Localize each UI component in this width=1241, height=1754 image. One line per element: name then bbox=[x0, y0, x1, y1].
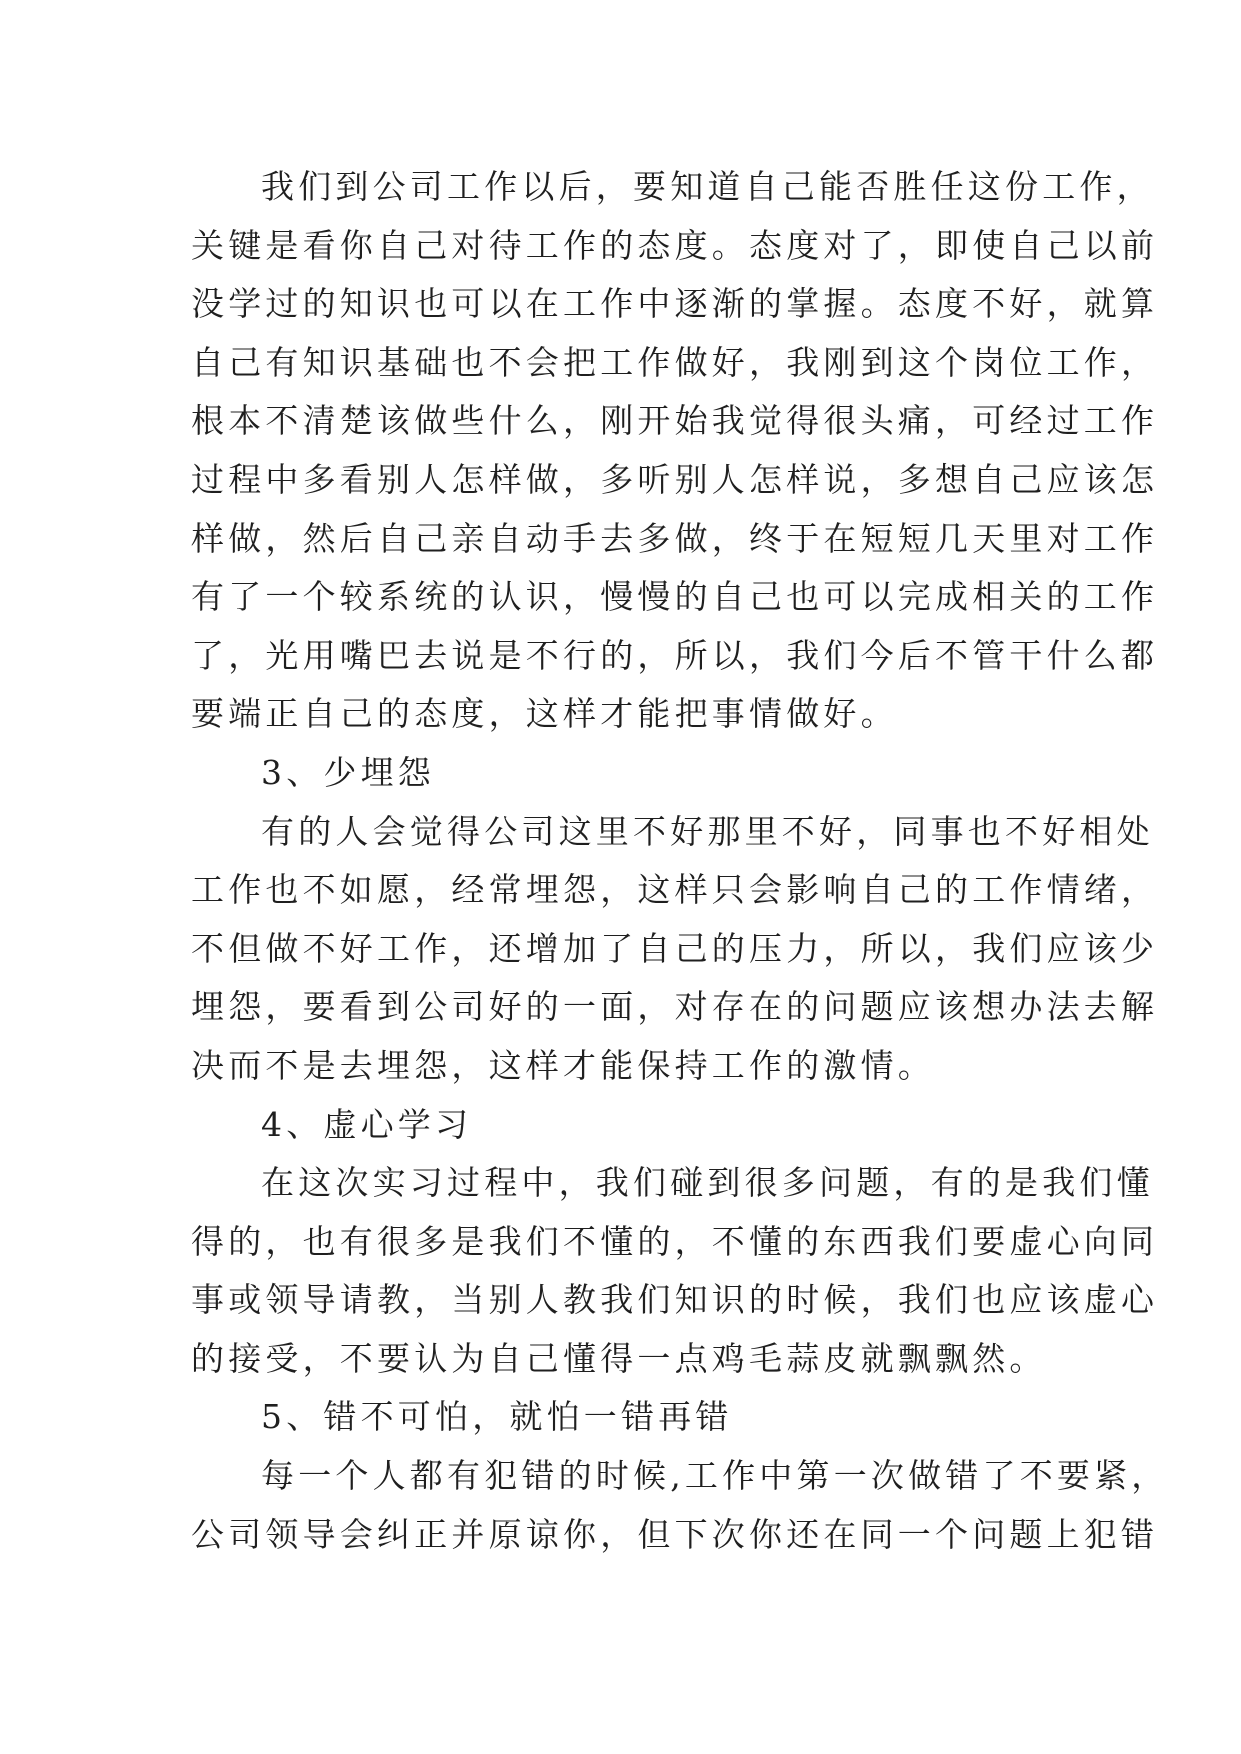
text-line: 要端正自己的态度，这样才能把事情做好。 bbox=[191, 694, 898, 734]
text-line: 过程中多看别人怎样做，多听别人怎样说，多想自己应该怎 bbox=[191, 459, 1159, 499]
text-line: 我们到公司工作以后，要知道自己能否胜任这份工作， bbox=[261, 167, 1154, 206]
text-line: 工作也不如愿，经常埋怨，这样只会影响自己的工作情绪， bbox=[191, 870, 1159, 910]
text-line: 了，光用嘴巴去说是不行的，所以，我们今后不管干什么都 bbox=[191, 635, 1159, 675]
text-line: 的接受，不要认为自己懂得一点鸡毛蒜皮就飘飘然。 bbox=[191, 1338, 1047, 1378]
text-line: 样做，然后自己亲自动手去多做，终于在短短几天里对工作 bbox=[191, 518, 1159, 558]
section-heading: 3、少埋怨 bbox=[261, 752, 435, 792]
text-line: 有的人会觉得公司这里不好那里不好，同事也不好相处 bbox=[261, 811, 1154, 851]
text-line: 埋怨，要看到公司好的一面，对存在的问题应该想办法去解 bbox=[191, 987, 1159, 1027]
text-line: 得的，也有很多是我们不懂的，不懂的东西我们要虚心向同 bbox=[191, 1221, 1159, 1261]
text-line: 有了一个较系统的认识，慢慢的自己也可以完成相关的工作 bbox=[191, 577, 1159, 617]
text-line: 决而不是去埋怨，这样才能保持工作的激情。 bbox=[191, 1045, 935, 1085]
text-line: 不但做不好工作，还增加了自己的压力，所以，我们应该少 bbox=[191, 928, 1159, 968]
text-line: 自己有知识基础也不会把工作做好，我刚到这个岗位工作， bbox=[191, 342, 1159, 382]
document-body bbox=[191, 158, 1169, 1564]
text-line: 每一个人都有犯错的时候,工作中第一次做错了不要紧， bbox=[261, 1456, 1169, 1496]
section-heading: 4、虚心学习 bbox=[261, 1104, 473, 1144]
text-line: 没学过的知识也可以在工作中逐渐的掌握。态度不好，就算 bbox=[191, 284, 1159, 324]
text-line: 根本不清楚该做些什么，刚开始我觉得很头痛，可经过工作 bbox=[191, 401, 1159, 441]
text-line: 关键是看你自己对待工作的态度。态度对了，即使自己以前 bbox=[191, 225, 1159, 265]
text-line: 公司领导会纠正并原谅你，但下次你还在同一个问题上犯错 bbox=[191, 1514, 1159, 1554]
text-line: 事或领导请教，当别人教我们知识的时候，我们也应该虚心 bbox=[191, 1280, 1159, 1320]
text-line: 在这次实习过程中，我们碰到很多问题，有的是我们懂 bbox=[261, 1163, 1154, 1203]
section-heading: 5、错不可怕，就怕一错再错 bbox=[261, 1397, 733, 1437]
